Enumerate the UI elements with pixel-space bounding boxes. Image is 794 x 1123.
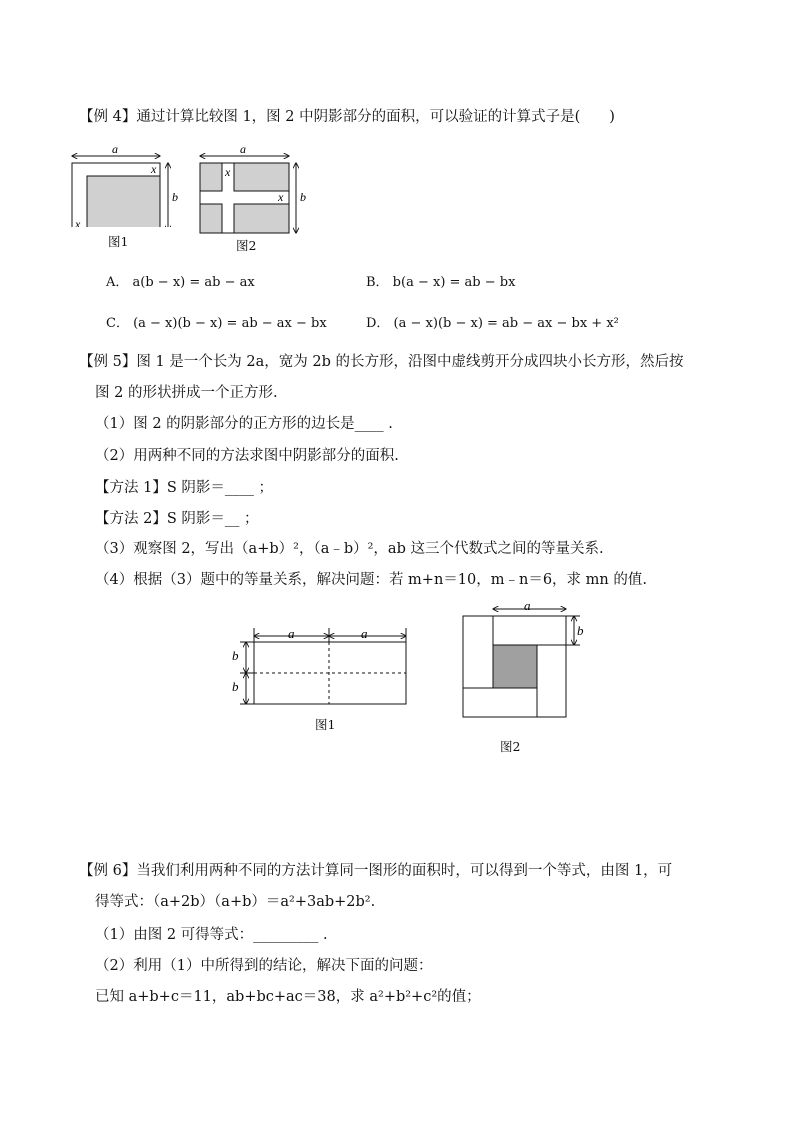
ex4-figure-2: [196, 145, 321, 240]
ex4-fig1-caption: 图1: [108, 234, 129, 249]
ex5-fig2-caption: 图2: [500, 739, 521, 754]
ex5-fig2-label-a: a: [524, 600, 531, 613]
ex6-line-2: 得等式：（a+2b）（a+b）＝a²+3ab+2b².: [95, 894, 376, 910]
ex4-option-b: B． b(a − x) = ab − bx: [366, 275, 516, 290]
ex5-line-5: 【方法 1】S 阴影＝____ ；: [95, 480, 273, 496]
ex4-fig2-label-x-top: x: [225, 165, 231, 179]
ex5-line-8: （4）根据（3）题中的等量关系，解决问题：若 m+n＝10，m﹣n＝6，求 mn 的值.: [95, 572, 647, 588]
ex4-fig1-label-x-left: x: [75, 217, 81, 227]
ex4-option-a: A． a(b − x) = ab − ax: [106, 275, 255, 290]
ex5-fig2-shaded-square: [493, 645, 537, 688]
ex4-question: 【例 4】通过计算比较图 1，图 2 中阴影部分的面积，可以验证的计算式子是( ): [79, 109, 615, 125]
ex5-figure-2: [460, 600, 595, 720]
ex4-fig1-label-b: b: [172, 190, 178, 204]
ex5-fig1-label-b-1: b: [232, 648, 239, 663]
ex4-fig2-label-x-right: x: [278, 190, 284, 204]
ex5-fig1-label-a-2: a: [361, 626, 368, 641]
ex5-fig2-label-b: b: [577, 623, 584, 638]
ex4-fig2-shaded-br: [234, 204, 289, 233]
ex6-line-1: 【例 6】当我们利用两种不同的方法计算同一图形的面积时，可以得到一个等式，由图 1，可: [79, 863, 673, 879]
ex4-option-d: D． (a − x)(b − x) = ab − ax − bx + x²: [366, 316, 619, 331]
ex5-line-7: （3）观察图 2，写出（a+b）²，（a﹣b）²，ab 这三个代数式之间的等量关系.: [95, 541, 604, 557]
ex5-line-3: （1）图 2 的阴影部分的正方形的边长是____ .: [95, 416, 393, 432]
ex4-fig1-label-x-top: x: [151, 162, 157, 176]
ex4-fig2-shaded-bl: [200, 204, 222, 233]
ex4-fig2-shaded-tl: [200, 163, 222, 191]
ex6-line-4: （2）利用（1）中所得到的结论，解决下面的问题：: [95, 958, 433, 974]
ex5-line-6: 【方法 2】S 阴影＝__ ；: [95, 511, 259, 527]
ex4-fig2-label-b: b: [300, 190, 306, 204]
ex5-figure-1: [230, 622, 410, 712]
ex5-fig1-label-a-1: a: [288, 626, 295, 641]
ex4-option-c: C． (a − x)(b − x) = ab − ax − bx: [106, 316, 327, 331]
ex5-line-2: 图 2 的形状拼成一个正方形.: [95, 385, 278, 401]
ex4-fig2-label-a: a: [240, 145, 246, 156]
ex5-fig1-caption: 图1: [315, 717, 336, 732]
ex4-figure-1: [68, 145, 198, 227]
ex4-fig1-shaded-area: [87, 176, 160, 227]
ex6-line-3: （1）由图 2 可得等式：_________ .: [95, 927, 328, 943]
ex4-fig2-shaded-tr: [234, 163, 289, 191]
ex5-line-4: （2）用两种不同的方法求图中阴影部分的面积.: [95, 448, 399, 464]
ex5-line-1: 【例 5】图 1 是一个长为 2a，宽为 2b 的长方形，沿图中虚线剪开分成四块小长方形，然后按: [79, 354, 684, 370]
ex4-fig1-label-a: a: [112, 145, 118, 156]
ex6-line-5: 已知 a+b+c＝11，ab+bc+ac＝38，求 a²+b²+c²的值；: [95, 989, 481, 1005]
ex5-fig1-label-b-2: b: [232, 679, 239, 694]
ex4-fig2-caption: 图2: [236, 238, 257, 253]
